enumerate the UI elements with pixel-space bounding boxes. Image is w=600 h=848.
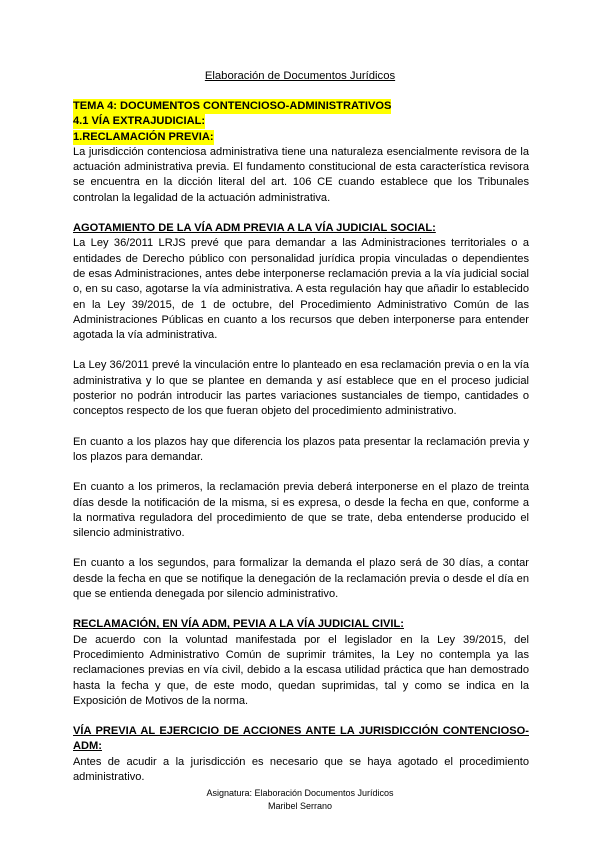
contencioso-paragraph: Antes de acudir a la jurisdicción es necesario que se haya agotado el procedimiento administrativo. [73,755,529,783]
page-header-title: Elaboración de Documentos Jurídicos [204,70,396,82]
intro-paragraph: La jurisdicción contenciosa administrativa tiene una naturaleza esencialmente revisora de la actuación administrativa previa. El fundamento constitucional de esta característica revisora se encuentra en la dicción literal del art. 106 CE cuando establece que los Tribunales controlan la legalidad de la actuación administrativa. [73,145,529,204]
tema-heading: TEMA 4: DOCUMENTOS CONTENCIOSO-ADMINISTRATIVOS [73,100,392,112]
section-contencioso-title: VÍA PREVIA AL EJERCICIO DE ACCIONES ANTE LA JURISDICCIÓN CONTENCIOSO-ADM: [73,725,529,753]
social-paragraph-4: En cuanto a los primeros, la reclamación previa deberá interponerse en el plazo de treinta días desde la notificación de la misma, si es expresa, o desde la fecha en que, conforme a la normativa reguladora del procedimiento de que se trate, deba entenderse producido el silencio administrativo. [73,481,529,540]
section-social-title: AGOTAMIENTO DE LA VÍA ADM PREVIA A LA VÍA JUDICIAL SOCIAL: [73,222,436,235]
section-civil-title: RECLAMACIÓN, EN VÍA ADM, PEVIA A LA VÍA JUDICIAL CIVIL: [73,618,404,631]
footer-subject: Asignatura: Elaboración Documentos Jurídicos [206,788,394,798]
social-paragraph-5: En cuanto a los segundos, para formalizar la demanda el plazo será de 30 días, a contar desde la fecha en que se notifique la denegación de la reclamación previa o desde el día en que se entienda denegada por silencio administrativo. [73,557,529,601]
social-paragraph-3: En cuanto a los plazos hay que diferencia los plazos pata presentar la reclamación previa y los plazos para demandar. [73,435,529,463]
social-paragraph-1: La Ley 36/2011 LRJS prevé que para demandar a las Administraciones territoriales o a entidades de Derecho público con personalidad jurídica propia vinculadas o dependientes de esas Administraciones, antes debe interponerse reclamación previa a la vía judicial social o, en su caso, agotarse la vía administrativa. A esta regulación hay que añadir lo establecido en la Ley 39/2015, de 1 de octubre, del Procedimiento Administrativo Común de las Administraciones Públicas en cuanto a los recursos que deben interponerse para entender agotada la vía administrativa. [73,237,529,342]
page-footer [0,787,600,813]
document-body [73,99,529,785]
social-paragraph-2: La Ley 36/2011 prevé la vinculación entre lo planteado en esa reclamación previa o en la vía administrativa y lo que se plantee en demanda y así establece que en el proceso judicial posterior no podrán introducir las partes variaciones sustanciales de tiempo, cantidades o conceptos respecto de los que fueran objeto del procedimiento administrativo. [73,359,529,418]
highlighted-headings [73,99,529,145]
subsection-heading: 4.1 VÍA EXTRAJUDICIAL: [73,115,206,128]
civil-paragraph: De acuerdo con la voluntad manifestada por el legislador en la Ley 39/2015, del Procedimiento Administrativo Común de suprimir trámites, la Ley no contempla ya las reclamaciones previas en vía civil, debido a la escasa utilidad práctica que han demostrado hasta la fecha y que, de este modo, quedan suprimidas, tal y como se indica en la Exposición de Motivos de la norma. [73,633,529,707]
reclamacion-heading: 1.RECLAMACIÓN PREVIA: [73,130,214,143]
footer-author: Maribel Serrano [267,801,333,811]
